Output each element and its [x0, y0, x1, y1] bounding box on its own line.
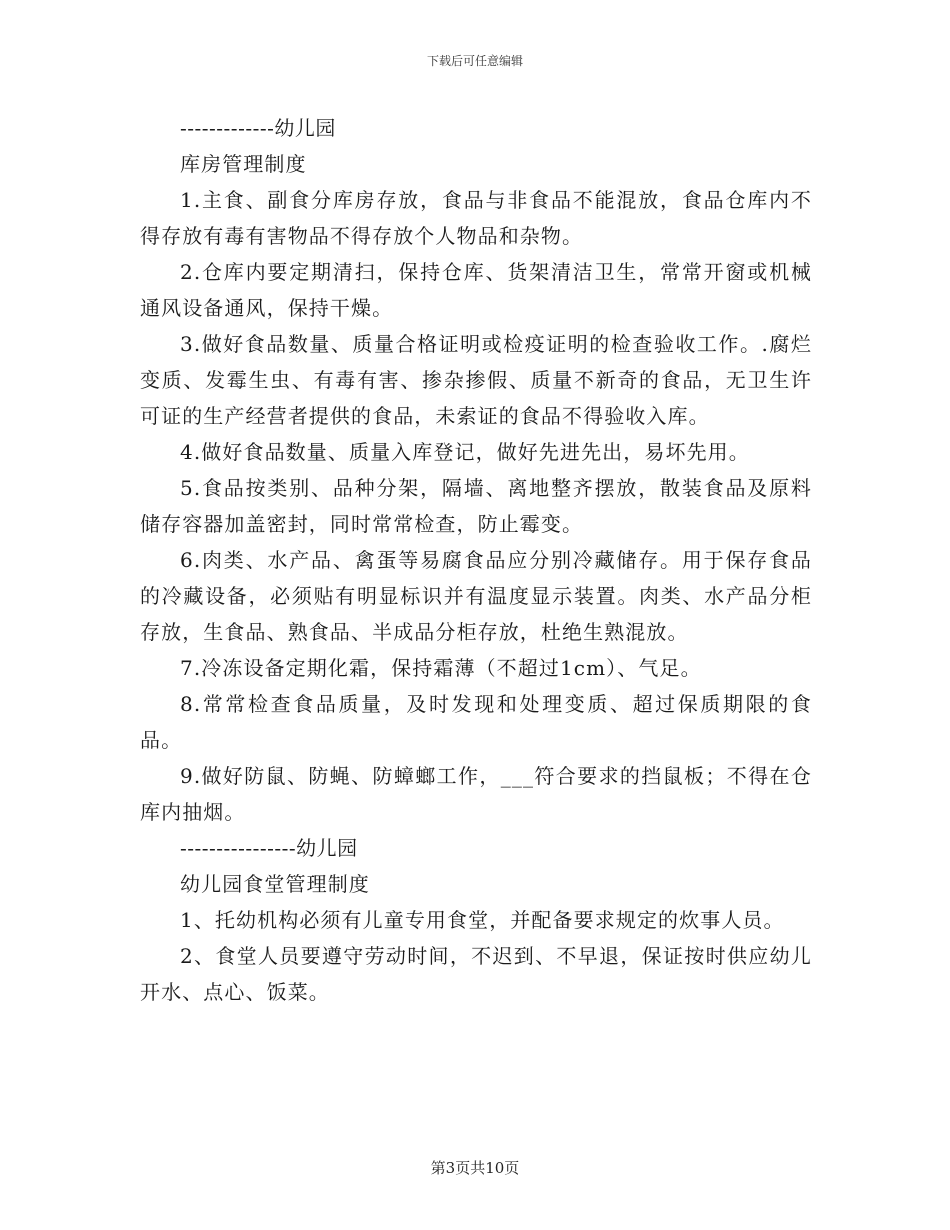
page-header: 下载后可任意编辑 — [426, 54, 523, 68]
paragraph: 1.主食、副食分库房存放，食品与非食品不能混放，食品仓库内不得存放有毒有害物品不得存放个人物品和杂物。 — [140, 188, 812, 248]
page-number: 第3页共10页 — [430, 1159, 520, 1177]
paragraph: 4.做好食品数量、质量入库登记，做好先进先出，易坏先用。 — [180, 440, 750, 464]
paragraph: 1、托幼机构必须有儿童专用食堂，并配备要求规定的炊事人员。 — [180, 908, 785, 932]
paragraph: 9.做好防鼠、防蝇、防蟑螂工作，___符合要求的挡鼠板；不得在仓库内抽烟。 — [140, 764, 812, 824]
paragraph: 6.肉类、水产品、禽蛋等易腐食品应分别冷藏储存。用于保存食品的冷藏设备，必须贴有明显标识并有温度显示装置。肉类、水产品分柜存放，生食品、熟食品、半成品分柜存放，杜绝生熟混放。 — [140, 548, 812, 644]
section-title: 幼儿园食堂管理制度 — [180, 872, 370, 896]
paragraph: 5.食品按类别、品种分架，隔墙、离地整齐摆放，散装食品及原料储存容器加盖密封，同时常常检查，防止霉变。 — [140, 476, 812, 536]
school-name-line: -------------幼儿园 — [180, 116, 336, 140]
paragraph: 2.仓库内要定期清扫，保持仓库、货架清洁卫生，常常开窗或机械通风设备通风，保持干燥。 — [140, 260, 812, 320]
paragraph: 7.冷冻设备定期化霜，保持霜薄（不超过1cm）、气足。 — [180, 656, 702, 680]
document-body — [140, 110, 812, 1010]
paragraph: 2、食堂人员要遵守劳动时间，不迟到、不早退，保证按时供应幼儿开水、点心、饭菜。 — [140, 944, 812, 1004]
section-title: 库房管理制度 — [180, 152, 307, 176]
paragraph: 8.常常检查食品质量，及时发现和处理变质、超过保质期限的食品。 — [140, 692, 812, 752]
school-name-line: ----------------幼儿园 — [180, 836, 358, 860]
paragraph: 3.做好食品数量、质量合格证明或检疫证明的检查验收工作。.腐烂变质、发霉生虫、有毒有害、掺杂掺假、质量不新奇的食品，无卫生许可证的生产经营者提供的食品，未索证的食品不得验收入库。 — [140, 332, 812, 428]
